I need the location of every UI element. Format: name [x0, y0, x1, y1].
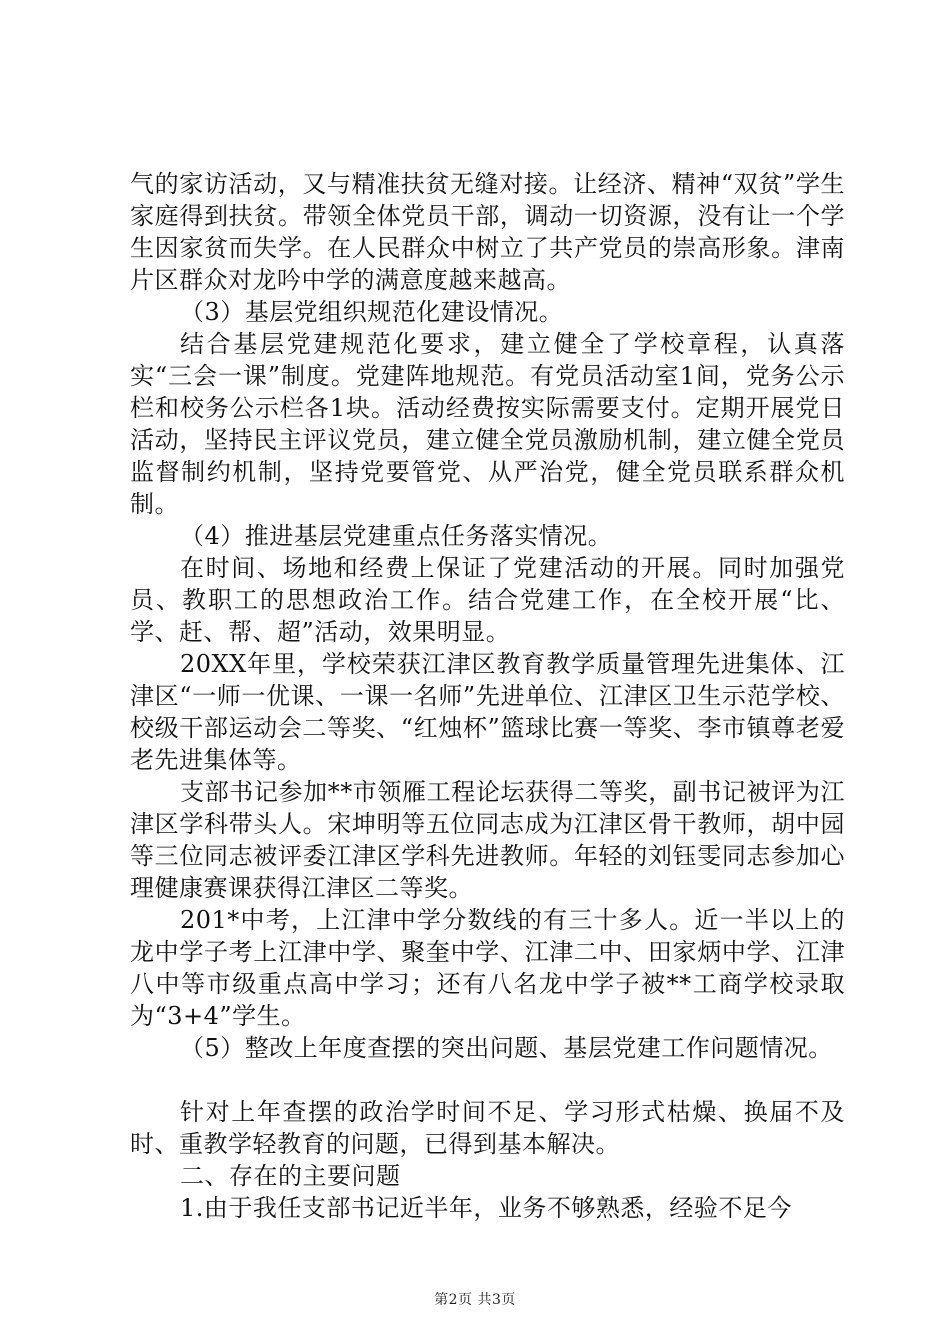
- paragraph-school-honors: 20XX年里，学校荣获江津区教育教学质量管理先进集体、江津区“一师一优课、一课一名师”先进单位、江津区卫生示范学校、校级干部运动会二等奖、“红烛杯”篮球比赛一等奖、李市镇尊老爱老先进集体等。: [130, 650, 845, 774]
- heading-rectification: （5）整改上年度查摆的突出问题、基层党建工作问题情况。: [180, 1034, 833, 1062]
- heading-party-org-standardization: （3）基层党组织规范化建设情况。: [180, 298, 564, 326]
- heading-main-problems: 二、存在的主要问题: [180, 1162, 401, 1190]
- document-body: [130, 168, 845, 1224]
- heading-key-tasks: （4）推进基层党建重点任务落实情况。: [180, 522, 613, 550]
- paragraph-party-building-standards: 结合基层党建规范化要求，建立健全了学校章程，认真落实“三会一课”制度。党建阵地规范。有党员活动室1间，党务公示栏和校务公示栏各1块。活动经费按实际需要支付。定期开展党日活动，坚持民主评议党员，建立健全党员激励机制，建立健全党员监督制约机制，坚持党要管党、从严治党，健全党员联系群众机制。: [130, 330, 845, 518]
- paragraph-exam-results: 201*中考，上江津中学分数线的有三十多人。近一半以上的龙中学子考上江津中学、聚奎中学、江津二中、田家炳中学、江津八中等市级重点高中学习；还有八名龙中学子被**工商学校录取为“3+4”学生。: [130, 906, 845, 1030]
- paragraph-teacher-awards: 支部书记参加**市领雁工程论坛获得二等奖，副书记被评为江津区学科带头人。宋坤明等五位同志成为江津区骨干教师，胡中园等三位同志被评委江津区学科先进教师。年轻的刘钰雯同志参加心理健康赛课获得江津区二等奖。: [130, 778, 845, 902]
- paragraph-family-visits: 气的家访活动，又与精准扶贫无缝对接。让经济、精神“双贫”学生家庭得到扶贫。带领全体党员干部，调动一切资源，没有让一个学生因家贫而失学。在人民群众中树立了共产党员的崇高形象。津南片区群众对龙吟中学的满意度越来越高。: [130, 170, 845, 294]
- page-number-footer: 第2页 共3页: [434, 1292, 516, 1308]
- paragraph-rectification-result: 针对上年查摆的政治学时间不足、学习形式枯燥、换届不及时、重教学轻教育的问题，已得到基本解决。: [130, 1098, 845, 1158]
- paragraph-problem-1: 1.由于我任支部书记近半年，业务不够熟悉，经验不足今: [180, 1194, 792, 1222]
- paragraph-activities: 在时间、场地和经费上保证了党建活动的开展。同时加强党员、教职工的思想政治工作。结合党建工作，在全校开展“比、学、赶、帮、超”活动，效果明显。: [130, 554, 845, 646]
